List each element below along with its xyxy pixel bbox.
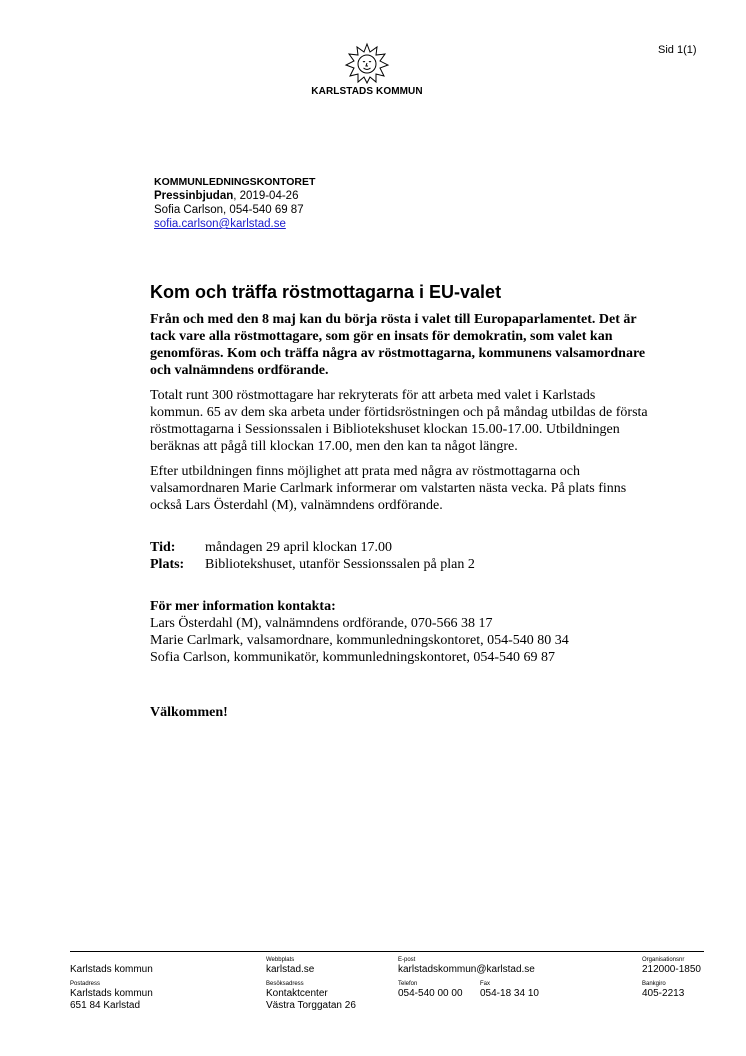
footer-phone-label: Telefon	[398, 981, 418, 987]
page-number: Sid 1(1)	[658, 44, 697, 56]
footer-orgnr-label: Organisationsnr	[642, 957, 685, 963]
sender-email-link[interactable]: sofia.carlson@karlstad.se	[154, 218, 286, 230]
footer-org-name: Karlstads kommun	[70, 964, 153, 975]
contact-heading: För mer information kontakta:	[150, 599, 336, 614]
doc-date: , 2019-04-26	[233, 190, 299, 202]
event-details	[150, 539, 650, 573]
doc-type-line	[154, 189, 315, 203]
footer-visit-label: Besöksadress	[266, 981, 304, 987]
place-label: Plats:	[150, 557, 185, 572]
footer-post-line: 651 84 Karlstad	[70, 1000, 141, 1011]
headline: Kom och träffa röstmottagarna i EU-valet	[150, 282, 502, 302]
footer-post-label: Postadress	[70, 981, 101, 987]
footer-fax-value: 054-18 34 10	[480, 988, 539, 999]
contact-line: Lars Österdahl (M), valnämndens ordförande, 070-566 38 17	[150, 616, 493, 631]
footer-email	[398, 957, 535, 976]
footer-phone	[398, 981, 463, 1000]
doc-type: Pressinbjudan	[154, 190, 234, 202]
sender-contact: Sofia Carlson, 054-540 69 87	[154, 204, 304, 216]
footer-bankgiro-value: 405-2213	[642, 988, 685, 999]
footer-fax-label: Fax	[480, 981, 491, 987]
footer-org	[70, 957, 153, 976]
footer-web	[266, 957, 314, 976]
footer-orgnr	[642, 957, 701, 976]
article	[150, 282, 650, 721]
footer-divider	[70, 951, 704, 952]
footer-visit-line: Kontaktcenter	[266, 988, 328, 999]
municipality-logo	[300, 42, 434, 97]
place-value: Bibliotekshuset, utanför Sessionssalen på plan 2	[205, 557, 475, 572]
contact-block	[150, 598, 650, 666]
time-label: Tid:	[150, 540, 176, 555]
footer-visit-line: Västra Torggatan 26	[266, 1000, 356, 1011]
department: KOMMUNLEDNINGSKONTORET	[154, 176, 316, 188]
footer-post	[70, 981, 153, 1012]
footer-phone-value: 054-540 00 00	[398, 988, 463, 999]
body-paragraph: Totalt runt 300 röstmottagare har rekryterats för att arbeta med valet i Karlstads kommun. 65 av dem ska arbeta under förtidsröstningen och på måndag utbildas de första röstmottagarna i Sessionssalen i Bibliotekshuset klockan 15.00-17.00. Utbildningen beräknas att pågå till klockan 17.00, men den kan ta något längre.	[150, 388, 648, 454]
contact-line: Marie Carlmark, valsamordnare, kommunledningskontoret, 054-540 80 34	[150, 633, 569, 648]
footer-bankgiro-label: Bankgiro	[642, 981, 666, 987]
footer-email-link[interactable]: karlstadskommun@karlstad.se	[398, 964, 535, 975]
time-value: måndagen 29 april klockan 17.00	[205, 540, 393, 555]
footer-bankgiro	[642, 981, 684, 1000]
footer-visit	[266, 981, 356, 1012]
footer-email-label: E-post	[398, 957, 416, 963]
body-paragraph: Efter utbildningen finns möjlighet att prata med några av röstmottagarna och valsamordnaren Marie Carlmark informerar om valstarten nästa vecka. På plats finns också Lars Österdahl (M), valnämndens ordförande.	[150, 464, 627, 513]
sun-emblem-icon	[344, 42, 390, 84]
contact-line: Sofia Carlson, kommunikatör, kommunledningskontoret, 054-540 69 87	[150, 650, 556, 665]
footer-web-link[interactable]: karlstad.se	[266, 964, 315, 975]
sender-block	[154, 175, 315, 231]
footer-fax	[480, 981, 539, 1000]
footer-orgnr-value: 212000-1850	[642, 964, 701, 975]
logo-wordmark: KARLSTADS KOMMUN	[311, 86, 423, 97]
closing: Välkommen!	[150, 705, 228, 720]
lead-paragraph: Från och med den 8 maj kan du börja rösta i valet till Europaparlamentet. Det är tack vare alla röstmottagare, som gör en insats för demokratin, som valet kan genomföras. Kom och träffa några av röstmottagarna, kommunens valsamordnare och valnämndens ordförande.	[150, 312, 646, 378]
footer-post-line: Karlstads kommun	[70, 988, 153, 999]
footer-web-label: Webbplats	[266, 957, 295, 963]
